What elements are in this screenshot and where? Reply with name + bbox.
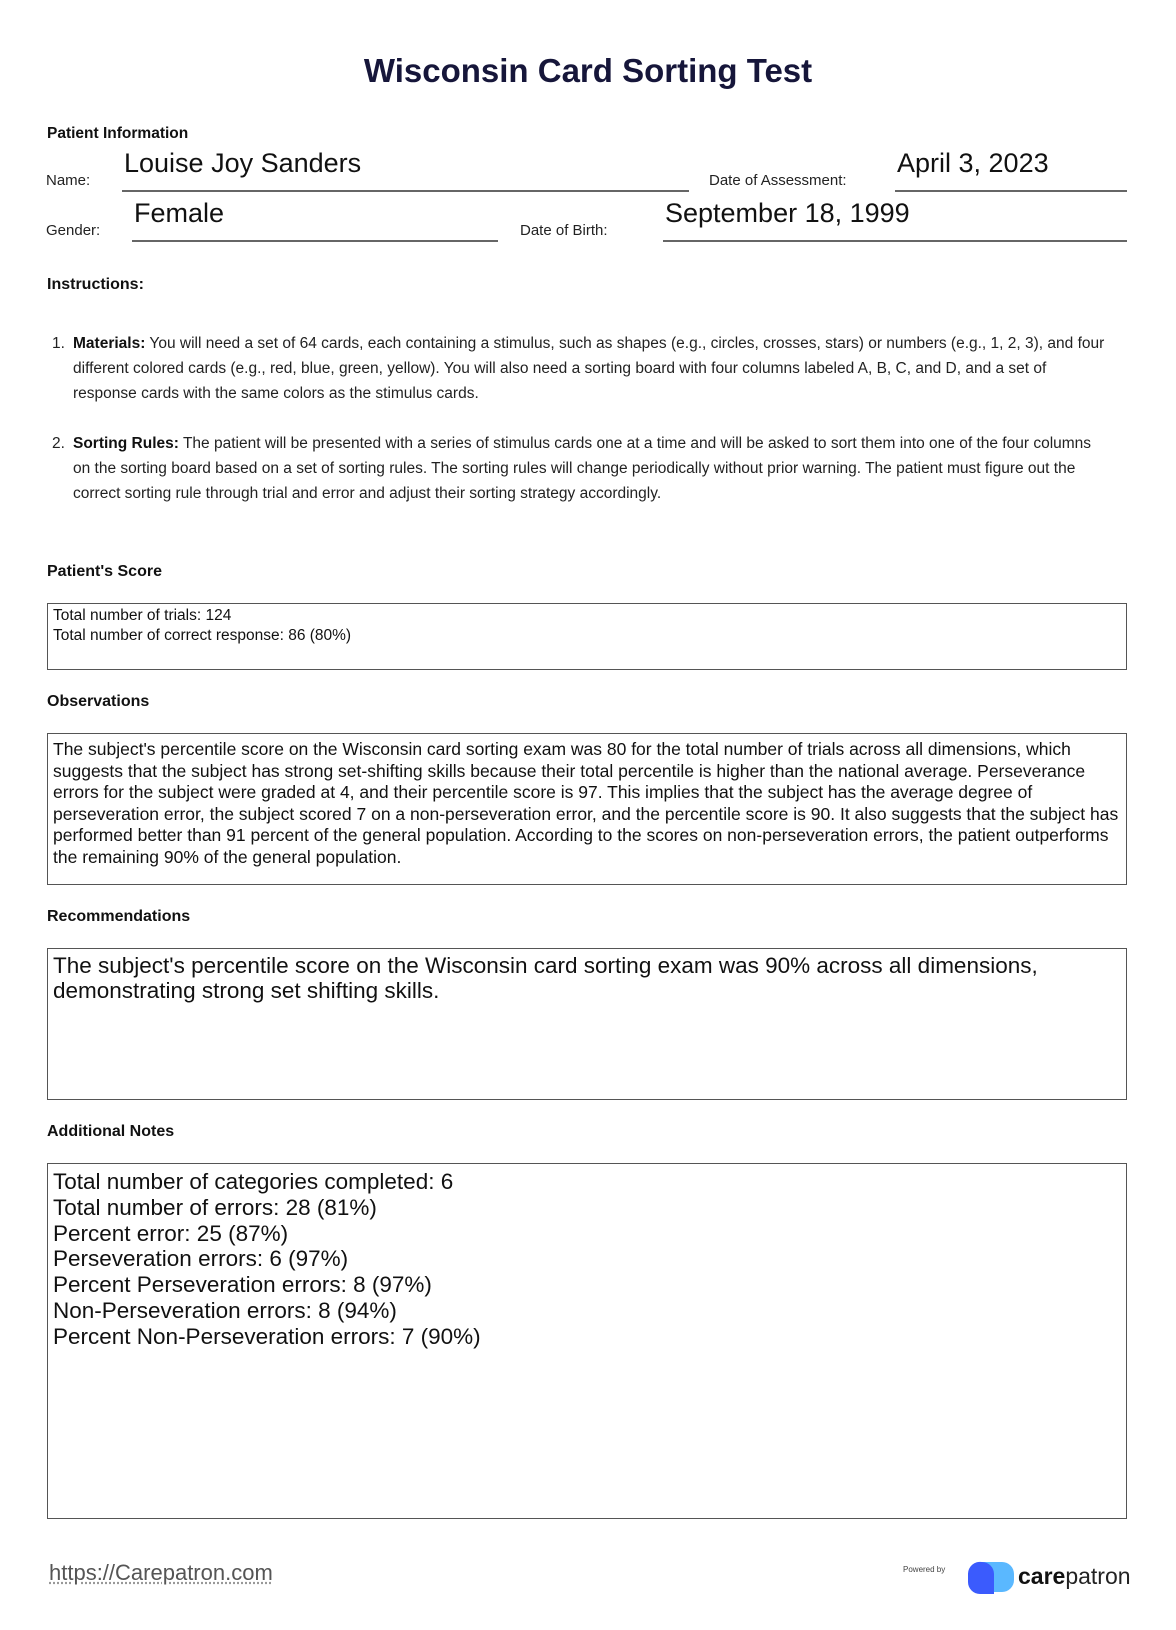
patients-score-heading: Patient's Score (47, 563, 162, 580)
instruction-item-materials (52, 331, 1112, 406)
instruction-item-sorting-rules (52, 431, 1112, 506)
note-line: Percent error: 25 (87%) (53, 1220, 289, 1246)
note-line: Perseveration errors: 6 (97%) (53, 1246, 349, 1272)
recommendations-heading: Recommendations (47, 908, 191, 925)
instruction-title: Sorting Rules: (73, 435, 179, 452)
brand-rest: patron (1065, 1563, 1131, 1589)
instruction-text: The patient will be presented with a series of stimulus cards one at a time and will be asked to sort them into one of the four columns on the sorting board based on a set of sorting rules. The sorting rules will change periodically without prior warning. The patient must figure out the correct sorting rule through trial and error and adjust their sorting strategy accordingly. (73, 435, 1092, 502)
note-line: Total number of errors: 28 (81%) (53, 1194, 377, 1220)
note-line: Non-Perseveration errors: 8 (94%) (53, 1297, 397, 1323)
score-total-trials: Total number of trials: 124 (53, 607, 232, 624)
date-of-assessment-value[interactable]: April 3, 2023 (897, 148, 1049, 178)
score-correct-responses: Total number of correct response: 86 (80%) (53, 627, 352, 644)
instructions-heading: Instructions: (47, 276, 144, 293)
date-of-birth-line (663, 240, 1127, 242)
name-label: Name: (46, 172, 91, 189)
date-of-assessment-label: Date of Assessment: (709, 172, 847, 189)
observations-text: The subject's percentile score on the Wisconsin card sorting exam was 80 for the total number of trials across all dimensions, which suggests that the subject has strong set-shifting skills because their total percentile is higher than the national average. Perseverance errors for the subject were graded at 4, and their percentile score is 97. This implies that the subject has the average degree of perseveration error, the subject scored 7 on a non-perseveration error, and the percentile score is 90. It also suggests that the subject has performed better than 91 percent of the general population. According to the scores on non-perseveration errors, the patient outperforms the remaining 90% of the general population. (53, 739, 1119, 867)
instruction-number: 2. (52, 435, 65, 452)
observations-box[interactable] (47, 733, 1127, 885)
gender-value[interactable]: Female (134, 198, 225, 228)
date-of-assessment-line (895, 190, 1127, 192)
instruction-title: Materials: (73, 335, 146, 352)
gender-line (132, 240, 498, 242)
brand-bold: care (1018, 1563, 1066, 1589)
date-of-birth-label: Date of Birth: (520, 222, 608, 239)
note-line: Percent Non-Perseveration errors: 7 (90%) (53, 1323, 481, 1349)
powered-by-label: Powered by (903, 1565, 946, 1574)
patient-information-heading: Patient Information (47, 125, 189, 142)
page-title: Wisconsin Card Sorting Test (363, 52, 813, 89)
additional-notes-heading: Additional Notes (47, 1123, 175, 1140)
name-line (122, 190, 689, 192)
name-value[interactable]: Louise Joy Sanders (124, 148, 362, 178)
note-line: Total number of categories completed: 6 (53, 1169, 454, 1194)
additional-notes-box[interactable] (47, 1163, 1127, 1519)
carepatron-logo-icon (968, 1560, 1014, 1594)
date-of-birth-value[interactable]: September 18, 1999 (665, 198, 910, 228)
gender-label: Gender: (46, 222, 101, 239)
instruction-text: You will need a set of 64 cards, each containing a stimulus, such as shapes (e.g., circles, crosses, stars) or numbers (e.g., 1, 2, 3), and four different colored cards (e.g., red, blue, green, yellow). You will also need a sorting board with four columns labeled A, B, C, and D, and a set of response cards with the same colors as the stimulus cards. (73, 335, 1105, 402)
carepatron-link[interactable]: https://Carepatron.com (49, 1560, 273, 1585)
observations-heading: Observations (47, 693, 150, 710)
patients-score-box[interactable] (47, 603, 1127, 670)
carepatron-logo-text (1018, 1563, 1131, 1590)
instruction-number: 1. (52, 335, 65, 352)
recommendations-box[interactable] (47, 948, 1127, 1100)
note-line: Percent Perseveration errors: 8 (97%) (53, 1272, 432, 1298)
recommendations-text: The subject's percentile score on the Wisconsin card sorting exam was 90% across all dimensions, demonstrating strong set shifting skills. (53, 953, 1038, 1003)
